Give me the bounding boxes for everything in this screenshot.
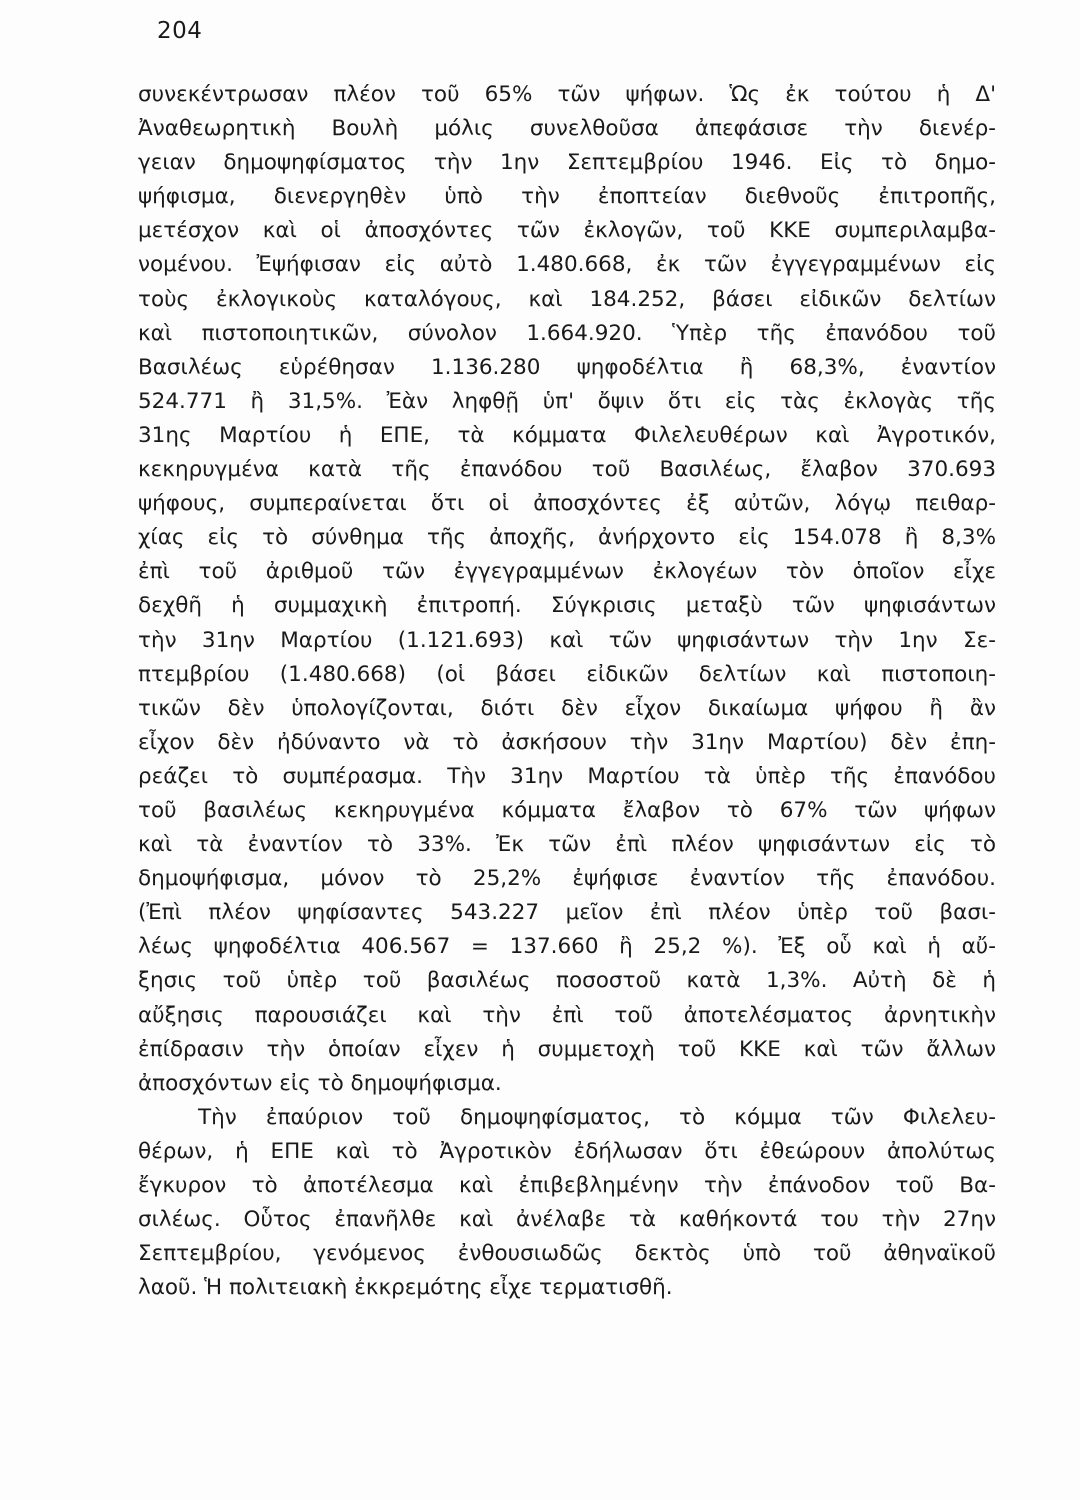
text-line: αὔξησις παρουσιάζει καὶ τὴν ἐπὶ τοῦ ἀποτελέσματος ἀρνητικὴν: [138, 1002, 996, 1028]
text-line: Βασιλέως εὑρέθησαν 1.136.280 ψηφοδέλτια ἢ 68,3%, ἐναντίον: [138, 354, 996, 380]
text-line: κεκηρυγμένα κατὰ τῆς ἐπανόδου τοῦ Βασιλέως, ἔλαβον 370.693: [138, 457, 996, 483]
text-line: καὶ πιστοποιητικῶν, σύνολον 1.664.920. Ὑπὲρ τῆς ἐπανόδου τοῦ: [138, 320, 996, 346]
text-line: εἶχον δὲν ἠδύναντο νὰ τὸ ἀσκήσουν τὴν 31ην Μαρτίου) δὲν ἐπη-: [138, 729, 996, 755]
text-line: μετέσχον καὶ οἱ ἀποσχόντες τῶν ἐκλογῶν, τοῦ ΚΚΕ συμπεριλαμβα-: [138, 218, 996, 244]
text-line: τοῦ βασιλέως κεκηρυγμένα κόμματα ἔλαβον τὸ 67% τῶν ψήφων: [138, 797, 996, 823]
text-line: ἀποσχόντων εἰς τὸ δημοψήφισμα.: [138, 1070, 502, 1096]
paragraph-2: [138, 1101, 996, 1306]
text-line: πτεμβρίου (1.480.668) (οἱ βάσει εἰδικῶν δελτίων καὶ πιστοποιη-: [138, 661, 996, 687]
text-line: νομένου. Ἐψήφισαν εἰς αὐτὸ 1.480.668, ἐκ τῶν ἐγγεγραμμένων εἰς: [138, 252, 996, 278]
text-line: 524.771 ἢ 31,5%. Ἐὰν ληφθῇ ὑπ' ὄψιν ὅτι εἰς τὰς ἐκλογὰς τῆς: [138, 388, 996, 414]
text-line: καὶ τὰ ἐναντίον τὸ 33%. Ἐκ τῶν ἐπὶ πλέον ψηφισάντων εἰς τὸ: [138, 832, 996, 858]
text-line: ἐπίδρασιν τὴν ὁποίαν εἶχεν ἡ συμμετοχὴ τοῦ ΚΚΕ καὶ τῶν ἄλλων: [138, 1036, 996, 1062]
text-line: σιλέως. Οὗτος ἐπανῆλθε καὶ ἀνέλαβε τὰ καθήκοντά του τὴν 27ην: [138, 1207, 996, 1233]
text-line: τοὺς ἐκλογικοὺς καταλόγους, καὶ 184.252, βάσει εἰδικῶν δελτίων: [138, 286, 996, 312]
text-line: συνεκέντρωσαν πλέον τοῦ 65% τῶν ψήφων. Ὡς ἐκ τούτου ἡ Δ': [138, 82, 996, 107]
text-line: ξησις τοῦ ὑπὲρ τοῦ βασιλέως ποσοστοῦ κατὰ 1,3%. Αὐτὴ δὲ ἡ: [138, 968, 996, 994]
text-line: χίας εἰς τὸ σύνθημα τῆς ἀποχῆς, ἀνήρχοντο εἰς 154.078 ἢ 8,3%: [138, 525, 996, 551]
text-line: ἔγκυρον τὸ ἀποτέλεσμα καὶ ἐπιβεβλημένην τὴν ἐπάνοδον τοῦ Βα-: [138, 1173, 996, 1198]
text-line: ρεάζει τὸ συμπέρασμα. Τὴν 31ην Μαρτίου τὰ ὑπὲρ τῆς ἐπανόδου: [138, 763, 996, 789]
page-number: 204: [157, 18, 203, 44]
text-line: θέρων, ἡ ΕΠΕ καὶ τὸ Ἀγροτικὸν ἐδήλωσαν ὅτι ἐθεώρουν ἀπολύτως: [138, 1138, 996, 1164]
text-line: τικῶν δὲν ὑπολογίζονται, διότι δὲν εἶχον δικαίωμα ψήφου ἢ ἂν: [138, 695, 996, 721]
text-line: λέως ψηφοδέλτια 406.567 = 137.660 ἢ 25,2 %). Ἐξ οὗ καὶ ἡ αὔ-: [138, 934, 996, 960]
text-line: λαοῦ. Ἡ πολιτειακὴ ἐκκρεμότης εἶχε τερματισθῆ.: [138, 1275, 673, 1301]
body-text: [138, 78, 996, 1305]
text-line: 31ης Μαρτίου ἡ ΕΠΕ, τὰ κόμματα Φιλελευθέρων καὶ Ἀγροτικόν,: [138, 422, 996, 448]
text-line: ἐπὶ τοῦ ἀριθμοῦ τῶν ἐγγεγραμμένων ἐκλογέων τὸν ὁποῖον εἶχε: [138, 559, 996, 585]
text-line: Τὴν ἐπαύριον τοῦ δημοψηφίσματος, τὸ κόμμα τῶν Φιλελευ-: [198, 1104, 996, 1130]
text-line: τὴν 31ην Μαρτίου (1.121.693) καὶ τῶν ψηφισάντων τὴν 1ην Σε-: [138, 627, 996, 653]
text-line: δημοψήφισμα, μόνον τὸ 25,2% ἐψήφισε ἐναντίον τῆς ἐπανόδου.: [138, 866, 996, 892]
paragraph-1: [138, 78, 996, 1101]
text-line: ψήφους, συμπεραίνεται ὅτι οἱ ἀποσχόντες ἐξ αὐτῶν, λόγῳ πειθαρ-: [138, 491, 996, 517]
text-line: Ἀναθεωρητικὴ Βουλὴ μόλις συνελθοῦσα ἀπεφάσισε τὴν διενέρ-: [138, 116, 996, 142]
text-line: (Ἐπὶ πλέον ψηφίσαντες 543.227 μεῖον ἐπὶ πλέον ὑπὲρ τοῦ βασι-: [138, 900, 996, 926]
text-line: δεχθῆ ἡ συμμαχικὴ ἐπιτροπή. Σύγκρισις μεταξὺ τῶν ψηφισάντων: [138, 593, 996, 619]
text-line: γειαν δημοψηφίσματος τὴν 1ην Σεπτεμβρίου 1946. Εἰς τὸ δημο-: [138, 150, 996, 176]
text-line: ψήφισμα, διενεργηθὲν ὑπὸ τὴν ἐποπτείαν διεθνοῦς ἐπιτροπῆς,: [138, 184, 996, 210]
text-line: Σεπτεμβρίου, γενόμενος ἐνθουσιωδῶς δεκτὸς ὑπὸ τοῦ ἀθηναϊκοῦ: [138, 1241, 996, 1267]
